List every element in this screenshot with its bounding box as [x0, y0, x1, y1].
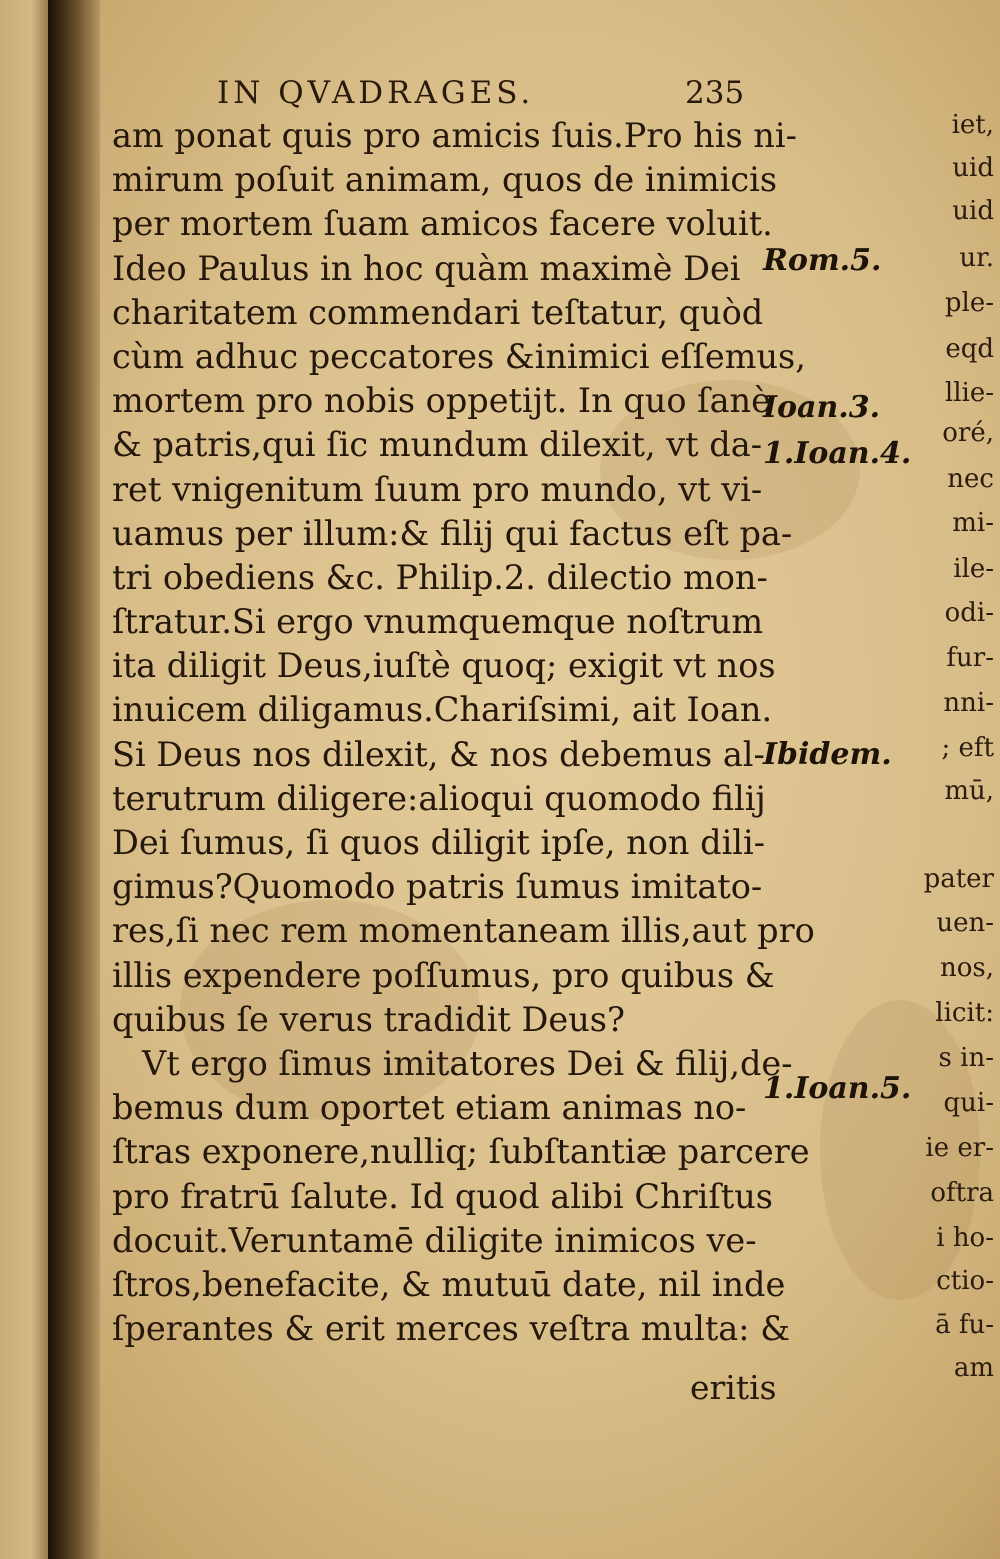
text-line: ita diligit Deus,iuſtè quoq; exigit vt nos [112, 646, 776, 686]
facing-page-fragment: nos, [939, 953, 994, 983]
text-line: bemus dum oportet etiam animas no- [112, 1088, 747, 1128]
facing-page-fragment: uid [952, 153, 994, 183]
facing-page-fragment: uid [952, 196, 994, 226]
facing-page-edge [0, 0, 52, 1559]
book-gutter [48, 0, 100, 1559]
facing-page-fragment: ; eft [941, 733, 994, 763]
text-line: cùm adhuc peccatores &inimici eſſemus, [112, 336, 806, 376]
text-line: terutrum diligere:alioqui quomodo filij [112, 778, 766, 818]
facing-page-fragment: nec [947, 464, 994, 494]
facing-page-fragment: oré, [942, 418, 994, 448]
text-line: ſtros,benefacite, & mutuū date, nil inde [112, 1264, 786, 1304]
facing-page-fragment: iet, [951, 110, 994, 140]
text-line: & patris,qui ſic mundum dilexit, vt da- [112, 425, 763, 465]
text-line: illis expendere poſſumus, pro quibus & [112, 955, 775, 995]
facing-page-fragment: llie- [944, 378, 994, 408]
facing-page-fragment: fur- [946, 643, 994, 673]
text-line: Vt ergo ſimus imitatores Dei & filij,de- [142, 1043, 793, 1083]
text-line: ret vnigenitum ſuum pro mundo, vt vi- [112, 469, 763, 509]
text-line: gimus?Quomodo patris ſumus imitato- [112, 867, 763, 907]
marginal-note: Rom.5. [763, 243, 882, 278]
text-line: inuicem diligamus.Chariſsimi, ait Ioan. [112, 690, 773, 730]
facing-page-fragment: mi- [952, 508, 994, 538]
text-line: res,ſi nec rem momentaneam illis,aut pro [112, 911, 815, 951]
text-line: Dei ſumus, ſi quos diligit ipſe, non dili- [112, 823, 766, 862]
text-line: per mortem ſuam amicos facere voluit. [112, 204, 773, 244]
text-line: ſtras exponere,nulliq; ſubſtantiæ parcere [112, 1132, 810, 1172]
facing-page-fragment: odi- [944, 598, 994, 628]
facing-page-fragment: pater [923, 864, 994, 894]
text-line: tri obediens &c. Philip.2. dilectio mon- [112, 557, 768, 597]
facing-page-fragment: ile- [953, 554, 994, 584]
facing-page-fragment: qui- [943, 1088, 994, 1118]
facing-page-fragment: i ho- [936, 1223, 994, 1253]
text-line: charitatem commendari teſtatur, quòd [112, 292, 764, 332]
facing-page-fragment: uen- [936, 908, 994, 938]
text-line: am ponat quis pro amicis ſuis.Pro his ni- [112, 116, 797, 155]
text-line: Si Deus nos dilexit, & nos debemus al- [112, 734, 765, 774]
facing-page-fragment: mū, [944, 776, 994, 806]
text-line: mirum poſuit animam, quos de inimicis [112, 160, 778, 200]
text-line: uamus per illum:& filij qui factus eſt pa- [112, 513, 793, 553]
facing-page-fragment: ple- [944, 288, 994, 318]
text-line: ſperantes & erit merces veſtra multa: & [112, 1309, 791, 1349]
text-line: mortem pro nobis oppetijt. In quo ſanè [112, 381, 771, 421]
facing-page-fragment: eqd [945, 334, 994, 364]
body-text [112, 114, 815, 1351]
facing-page-fragment: ie er- [925, 1133, 994, 1163]
facing-page-fragment: oftra [930, 1178, 994, 1208]
marginal-note: 1.Ioan.5. [763, 1071, 912, 1106]
text-line: docuit.Veruntamē diligite inimicos ve- [112, 1220, 757, 1260]
running-head-title: IN QVADRAGES. [217, 75, 535, 111]
facing-page-fragment: am [953, 1353, 994, 1383]
running-head [217, 75, 777, 115]
facing-page-fragment: ur. [959, 243, 994, 273]
page-number: 235 [685, 75, 745, 111]
text-line: Ideo Paulus in hoc quàm maximè Dei [112, 248, 741, 288]
marginal-note: Ibidem. [763, 737, 892, 772]
catchword: eritis [690, 1368, 777, 1407]
facing-page-fragment: ctio- [936, 1266, 994, 1296]
text-line: ſtratur.Si ergo vnumquemque noſtrum [112, 602, 764, 642]
facing-page-fragment: s in- [938, 1043, 994, 1073]
marginal-note: Ioan.3. [763, 390, 881, 425]
text-line: pro fratrū ſalute. Id quod alibi Chriſtus [112, 1176, 773, 1216]
marginal-note: 1.Ioan.4. [763, 436, 912, 471]
facing-page-fragment: nni- [943, 688, 994, 718]
facing-page-fragment: licit: [935, 998, 994, 1028]
text-line: quibus ſe verus tradidit Deus? [112, 999, 625, 1039]
facing-page-fragment: ā fu- [935, 1310, 994, 1340]
